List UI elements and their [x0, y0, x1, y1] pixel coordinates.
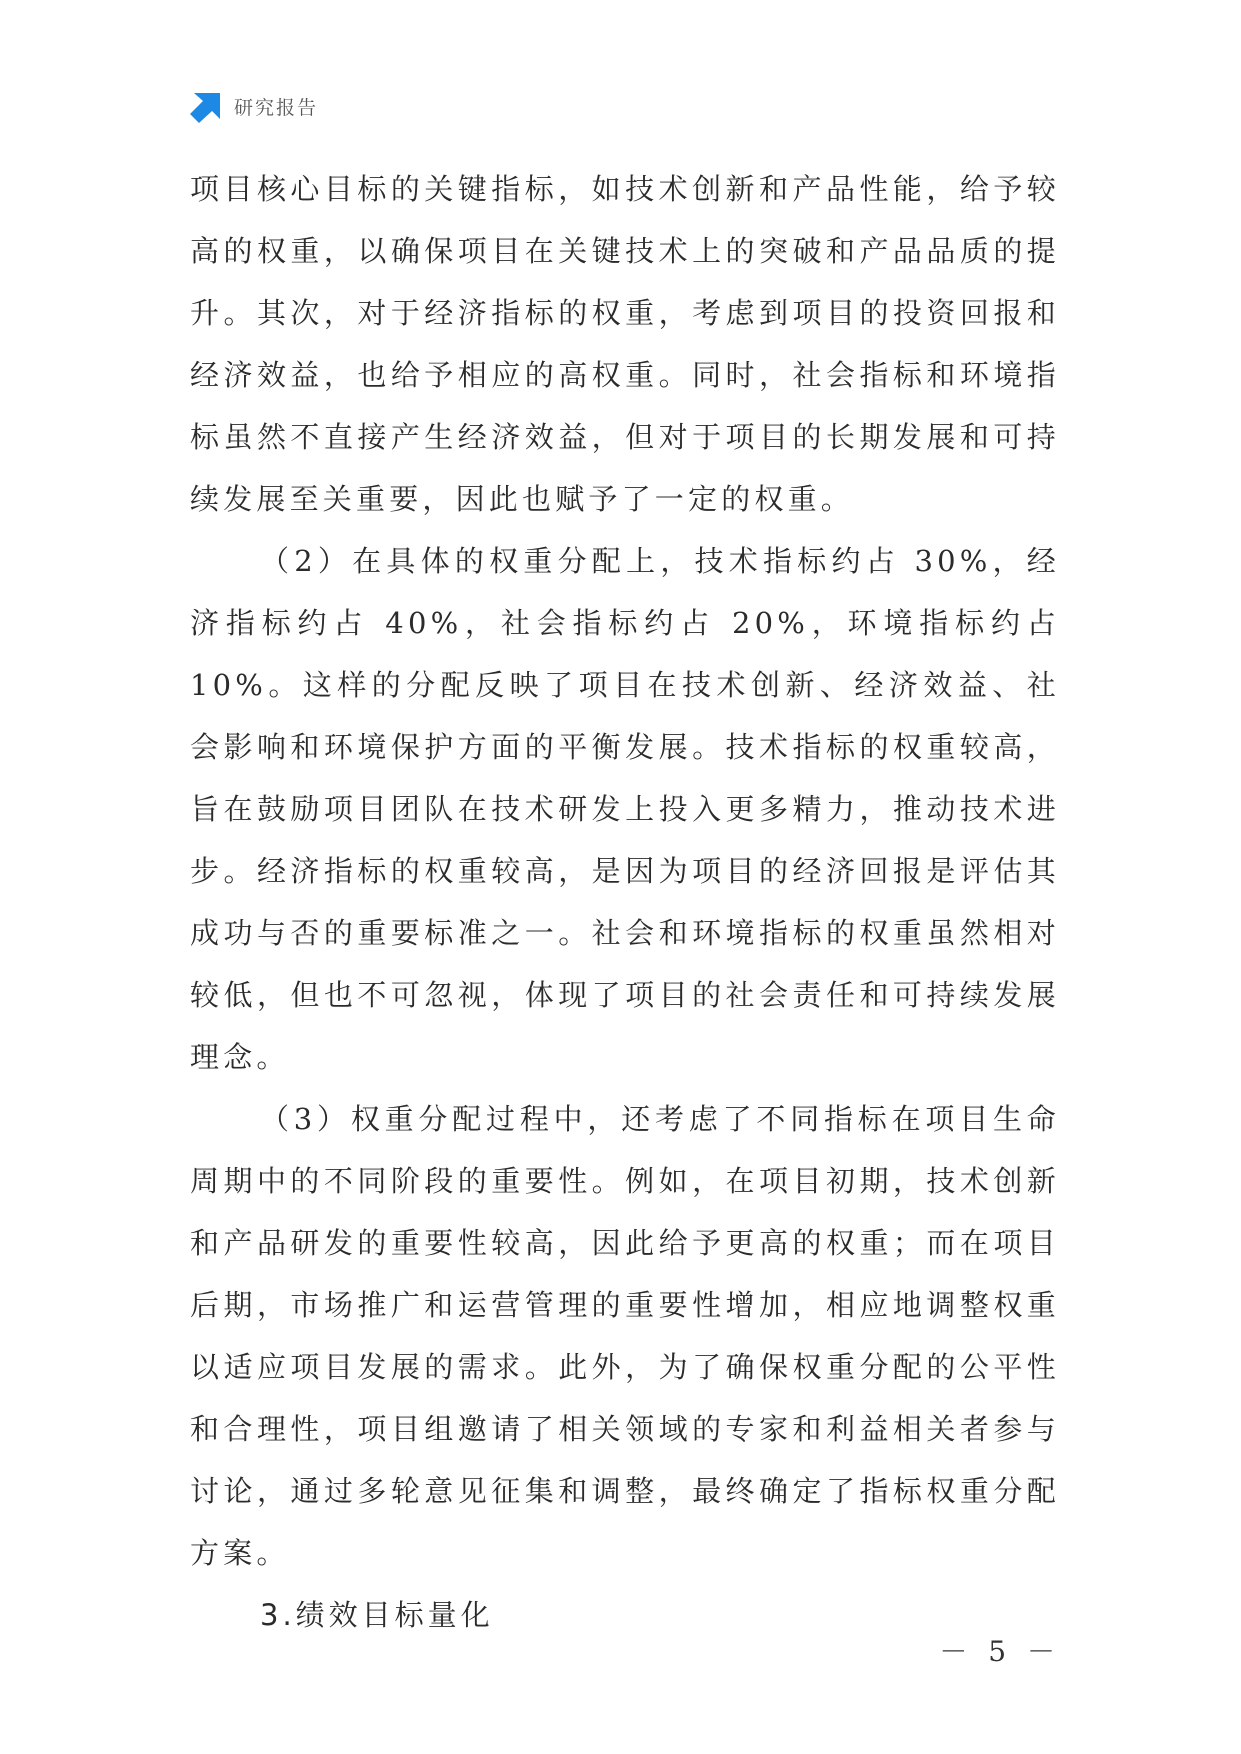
- paragraph-lifecycle-weights: （3）权重分配过程中，还考虑了不同指标在项目生命周期中的不同阶段的重要性。例如，在项目初期，技术创新和产品研发的重要性较高，因此给予更高的权重；而在项目后期，市场推广和运营管理的重要性增加，相应地调整权重以适应项目发展的需求。此外，为了确保权重分配的公平性和合理性，项目组邀请了相关领域的专家和利益相关者参与讨论，通过多轮意见征集和调整，最终确定了指标权重分配方案。: [190, 1102, 1060, 1570]
- section-heading: 3.绩效目标量化: [260, 1598, 494, 1632]
- arrow-up-right-icon: [190, 89, 224, 123]
- report-header: [190, 88, 318, 124]
- document-body: [190, 158, 1060, 1646]
- page-number: － 5 －: [939, 1635, 1061, 1668]
- paragraph-weight-allocation: （2）在具体的权重分配上，技术指标约占 30%，经济指标约占 40%，社会指标约占 20%，环境指标约占 10%。这样的分配反映了项目在技术创新、经济效益、社会影响和环境保护方面的平衡发展。技术指标的权重较高，旨在鼓励项目团队在技术研发上投入更多精力，推动技术进步。经济指标的权重较高，是因为项目的经济回报是评估其成功与否的重要标准之一。社会和环境指标的权重虽然相对较低，但也不可忽视，体现了项目的社会责任和可持续发展理念。: [190, 544, 1060, 1074]
- header-title: 研究报告: [234, 96, 319, 119]
- paragraph-weight-rationale: 项目核心目标的关键指标，如技术创新和产品性能，给予较高的权重，以确保项目在关键技术上的突破和产品品质的提升。其次，对于经济指标的权重，考虑到项目的投资回报和经济效益，也给予相应的高权重。同时，社会指标和环境指标虽然不直接产生经济效益，但对于项目的长期发展和可持续发展至关重要，因此也赋予了一定的权重。: [190, 172, 1060, 516]
